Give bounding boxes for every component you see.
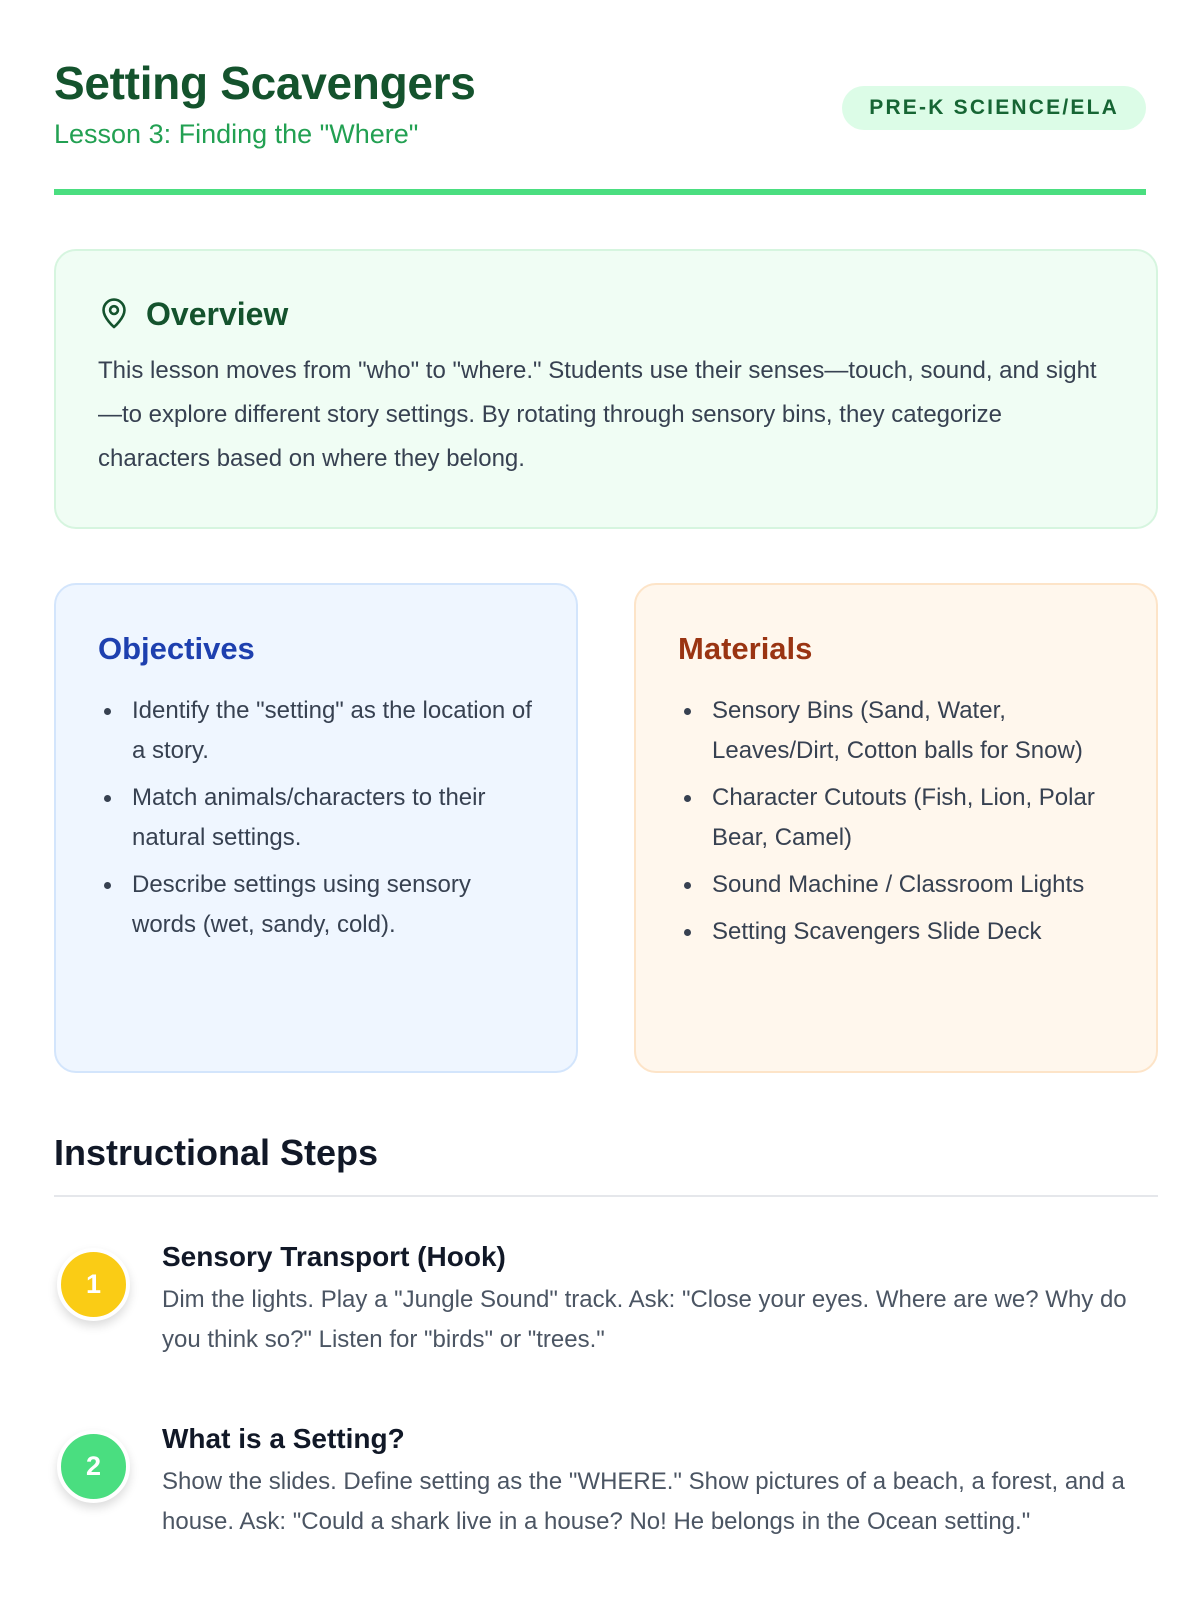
step-number-badge: 2: [57, 1430, 130, 1503]
list-item: [678, 865, 1114, 905]
list-item: [678, 691, 1114, 771]
map-pin-icon: [98, 297, 130, 331]
material-text: Sensory Bins (Sand, Water, Leaves/Dirt, Cotton balls for Snow): [712, 697, 1083, 764]
list-item: [678, 778, 1114, 858]
step-title: Sensory Transport (Hook): [162, 1241, 506, 1272]
materials-title: Materials: [678, 631, 813, 666]
list-item: [98, 778, 534, 858]
list-item: [98, 865, 534, 945]
step-number-badge: 1: [57, 1248, 130, 1321]
overview-title: Overview: [146, 295, 289, 332]
materials-card: [634, 583, 1158, 1073]
material-text: Character Cutouts (Fish, Lion, Polar Bear, Camel): [712, 784, 1095, 851]
material-text: Sound Machine / Classroom Lights: [712, 871, 1085, 898]
lesson-header: [54, 0, 1146, 195]
bullet-icon: [684, 882, 691, 889]
page-title: Setting Scavengers: [54, 57, 476, 109]
overview-card: [54, 249, 1158, 529]
step-item: [54, 1420, 1158, 1542]
objectives-title: Objectives: [98, 631, 255, 666]
bullet-icon: [684, 708, 691, 715]
steps-heading: Instructional Steps: [54, 1130, 1158, 1197]
step-body: [162, 1238, 1158, 1360]
bullet-icon: [104, 795, 111, 802]
bullet-icon: [104, 882, 111, 889]
overview-text: This lesson moves from "who" to "where." Students use their senses—touch, sound, and sight—to explore different story settings. By rotating through sensory bins, they categorize characters based on where they belong.: [98, 357, 1097, 472]
step-text: Show the slides. Define setting as the "WHERE." Show pictures of a beach, a forest, and a house. Ask: "Could a shark live in a house? No! He belongs in the Ocean setting.": [162, 1468, 1125, 1535]
subject-badge: PRE-K SCIENCE/ELA: [842, 86, 1146, 130]
step-text: Dim the lights. Play a "Jungle Sound" track. Ask: "Close your eyes. Where are we? Why do you think so?" Listen for "birds" or "trees.": [162, 1286, 1127, 1353]
step-body: [162, 1420, 1158, 1542]
material-text: Setting Scavengers Slide Deck: [712, 918, 1042, 945]
lesson-subtitle: Lesson 3: Finding the "Where": [54, 119, 419, 149]
objective-text: Identify the "setting" as the location of a story.: [132, 697, 532, 764]
objective-text: Describe settings using sensory words (wet, sandy, cold).: [132, 871, 471, 938]
step-item: [54, 1238, 1158, 1360]
bullet-icon: [684, 929, 691, 936]
bullet-icon: [684, 795, 691, 802]
bullet-icon: [104, 708, 111, 715]
objective-text: Match animals/characters to their natural settings.: [132, 784, 486, 851]
step-title: What is a Setting?: [162, 1423, 405, 1454]
objectives-card: [54, 583, 578, 1073]
objectives-list: [98, 691, 534, 945]
list-item: [678, 912, 1114, 952]
materials-list: [678, 691, 1114, 952]
list-item: [98, 691, 534, 771]
overview-header: [98, 293, 1114, 335]
